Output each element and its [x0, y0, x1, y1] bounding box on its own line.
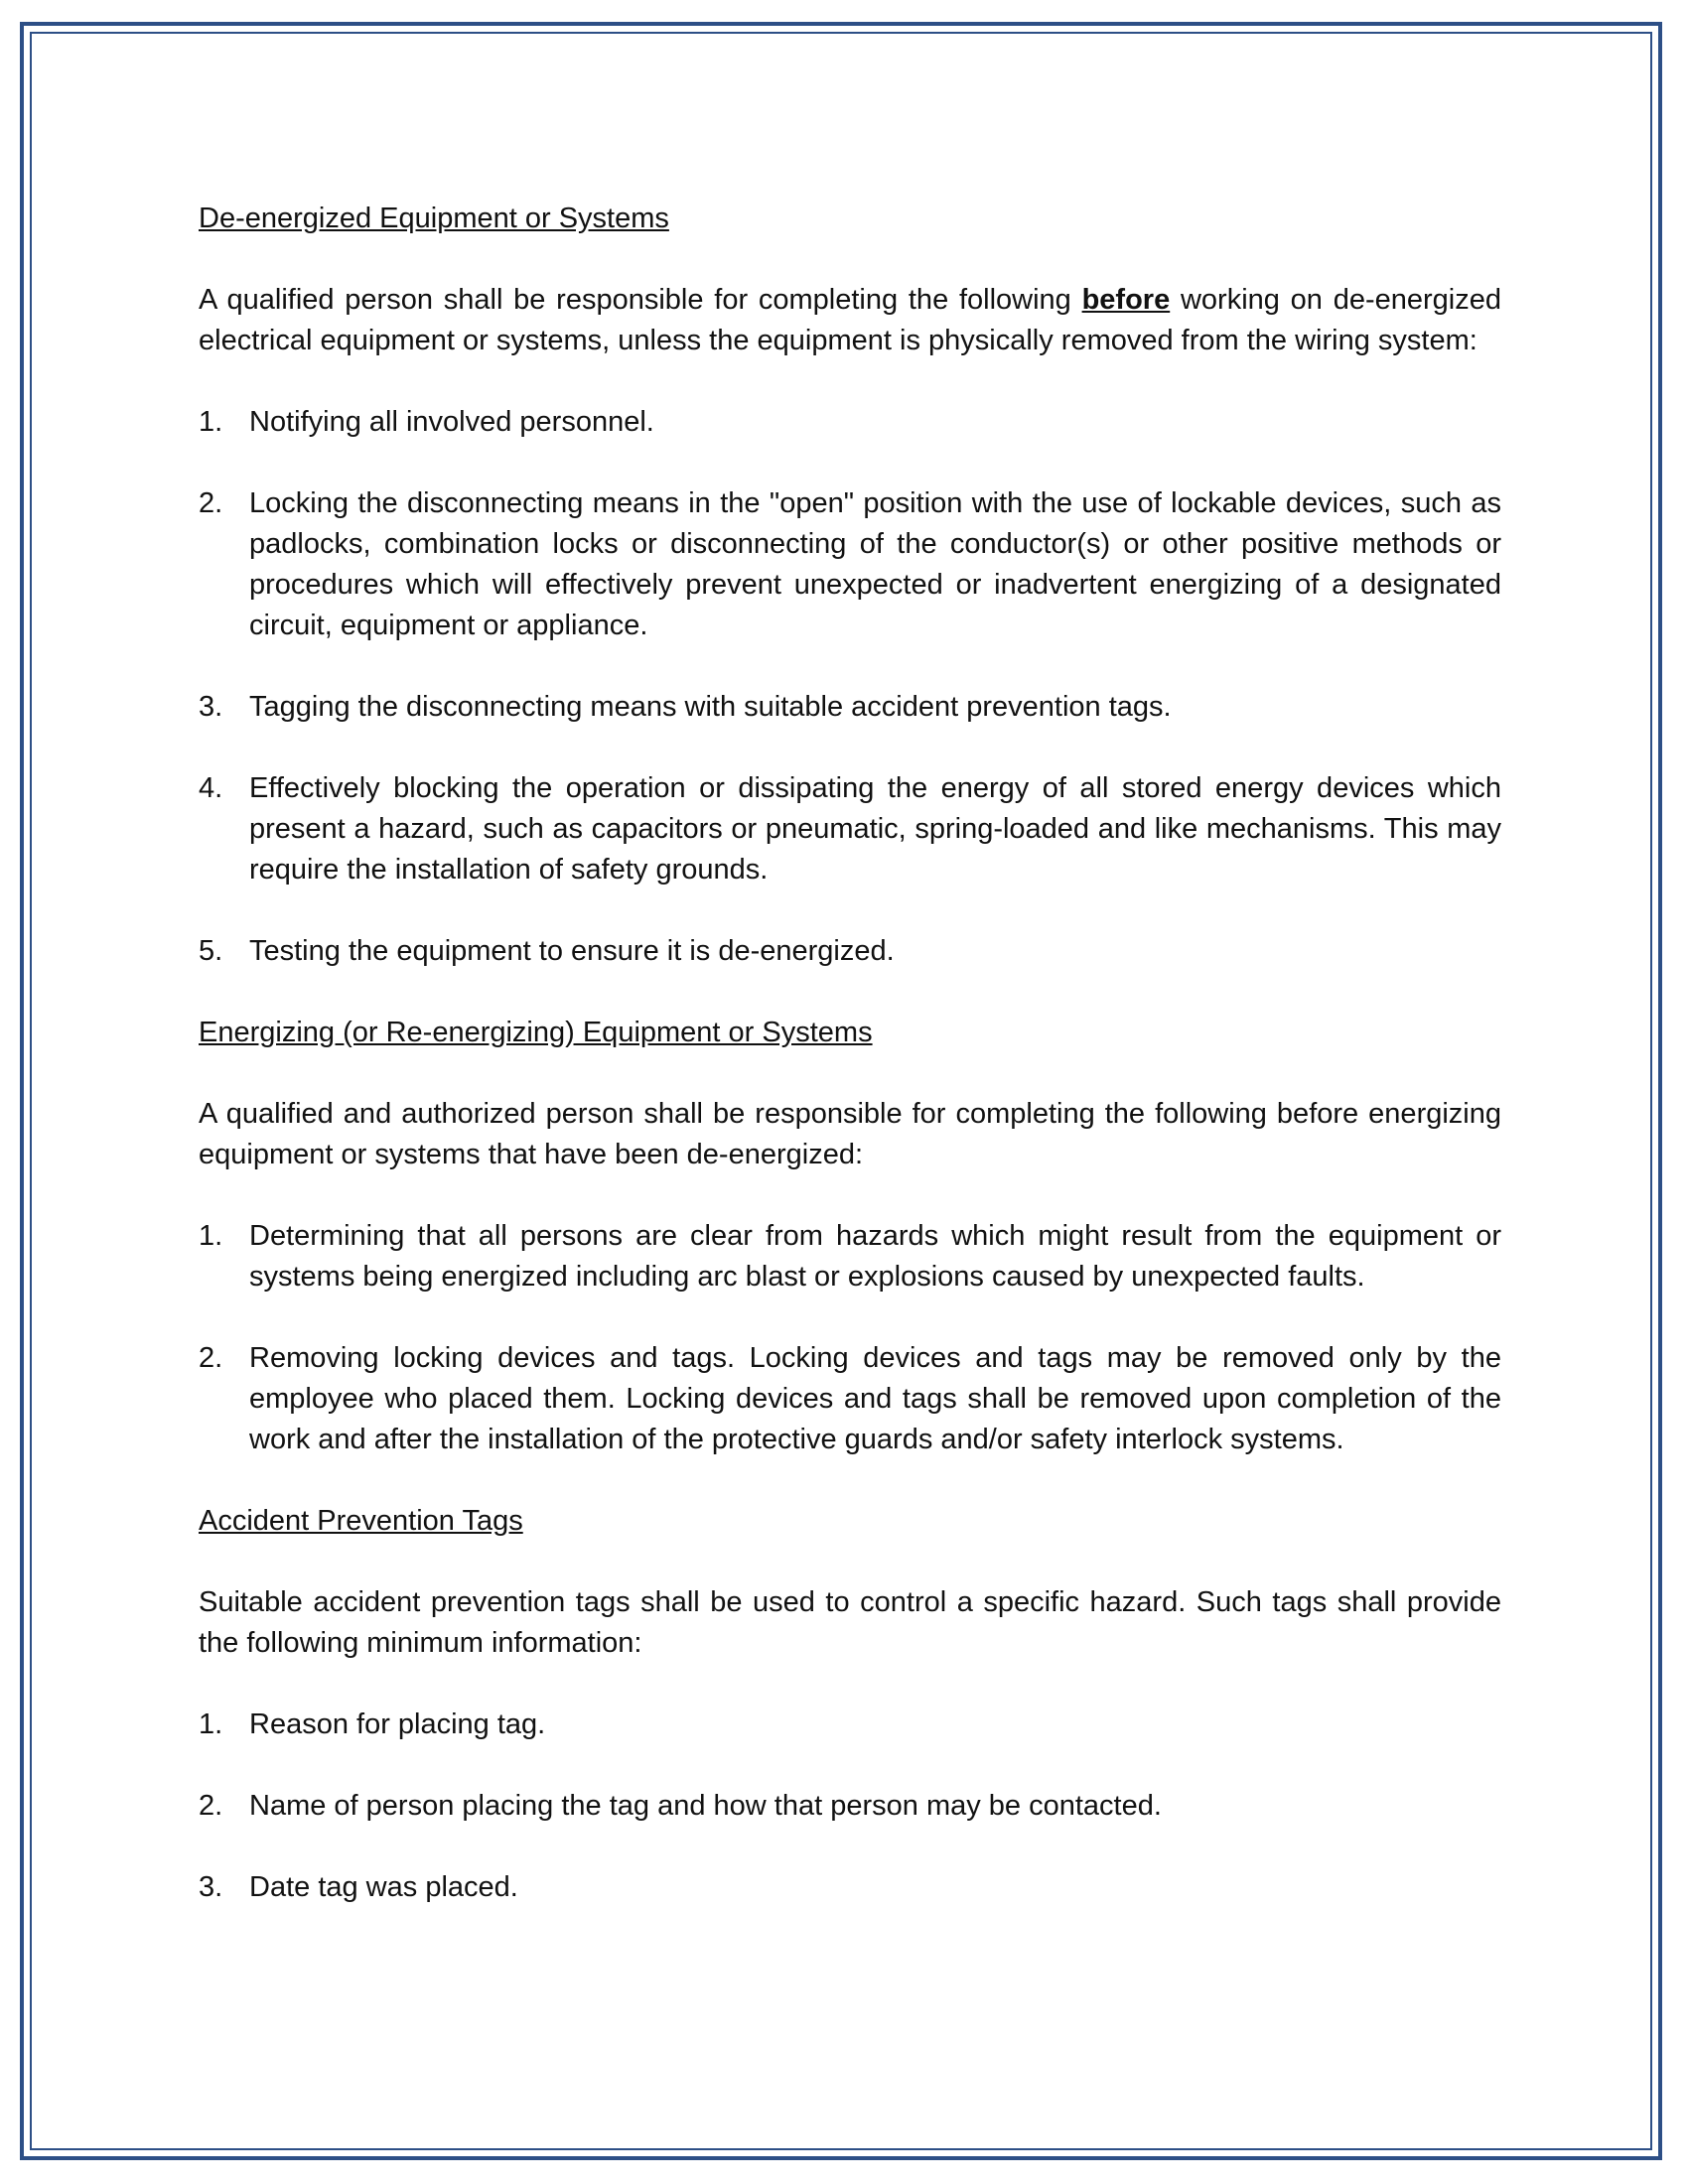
- list-item-text: Tagging the disconnecting means with suitable accident prevention tags.: [249, 691, 1172, 723]
- list-number: 2.: [199, 1790, 223, 1822]
- list-number: 3.: [199, 1871, 223, 1903]
- list-item-text: Removing locking devices and tags. Locking devices and tags may be removed only by the employee who placed them. Locking devices and tags shall be removed upon completion of the work and after the installation of the protective guards and/or safety interlock systems.: [249, 1342, 1501, 1455]
- list-number: 1.: [199, 1220, 223, 1252]
- section-heading-accident-prevention-tags: Accident Prevention Tags: [199, 1505, 523, 1537]
- intro-text: working on de-energized electrical equipment or systems, unless the equipment is physically removed from the wiring system:: [199, 284, 1501, 356]
- list-number: 2.: [199, 487, 223, 519]
- list-number: 2.: [199, 1342, 223, 1374]
- list-item: [199, 1867, 1501, 1908]
- list-item: [199, 931, 1501, 972]
- list-number: 5.: [199, 935, 223, 967]
- list-item-text: Reason for placing tag.: [249, 1708, 546, 1740]
- list-item-text: Locking the disconnecting means in the "open" position with the use of lockable devices, such as padlocks, combination locks or disconnecting of the conductor(s) or other positive methods or procedures which will effectively prevent unexpected or inadvertent energizing of a designated circuit, equipment or appliance.: [249, 487, 1501, 641]
- list-item: [199, 1338, 1501, 1460]
- section-heading-energizing: Energizing (or Re-energizing) Equipment or Systems: [199, 1017, 873, 1048]
- list-item: [199, 1786, 1501, 1827]
- list-number: 4.: [199, 772, 223, 804]
- document-body: [199, 199, 1501, 1949]
- section-intro-energizing: A qualified and authorized person shall be responsible for completing the following before energizing equipment or systems that have been de-energized:: [199, 1098, 1501, 1170]
- intro-text: A qualified person shall be responsible for completing the following: [199, 284, 1082, 316]
- list-item: [199, 687, 1501, 728]
- list-item-text: Determining that all persons are clear from hazards which might result from the equipment or systems being energized including arc blast or explosions caused by unexpected faults.: [249, 1220, 1501, 1293]
- list-item-text: Testing the equipment to ensure it is de-energized.: [249, 935, 895, 967]
- list-item-text: Date tag was placed.: [249, 1871, 518, 1903]
- energizing-steps-list: [199, 1216, 1501, 1460]
- tag-info-list: [199, 1705, 1501, 1908]
- list-item: [199, 1705, 1501, 1745]
- list-number: 1.: [199, 406, 223, 438]
- list-number: 3.: [199, 691, 223, 723]
- list-item-text: Name of person placing the tag and how that person may be contacted.: [249, 1790, 1162, 1822]
- list-item: [199, 1216, 1501, 1297]
- list-item: [199, 402, 1501, 443]
- section-heading-de-energized: De-energized Equipment or Systems: [199, 203, 669, 234]
- list-number: 1.: [199, 1708, 223, 1740]
- list-item-text: Effectively blocking the operation or dissipating the energy of all stored energy devices which present a hazard, such as capacitors or pneumatic, spring-loaded and like mechanisms. This may require the installation of safety grounds.: [249, 772, 1501, 886]
- list-item: [199, 483, 1501, 646]
- section-intro-tags: Suitable accident prevention tags shall be used to control a specific hazard. Such tags shall provide the following minimum information:: [199, 1586, 1501, 1659]
- emphasis-before: before: [1081, 284, 1171, 316]
- de-energized-steps-list: [199, 402, 1501, 972]
- list-item: [199, 768, 1501, 890]
- section-intro-de-energized: [199, 280, 1501, 361]
- list-item-text: Notifying all involved personnel.: [249, 406, 654, 438]
